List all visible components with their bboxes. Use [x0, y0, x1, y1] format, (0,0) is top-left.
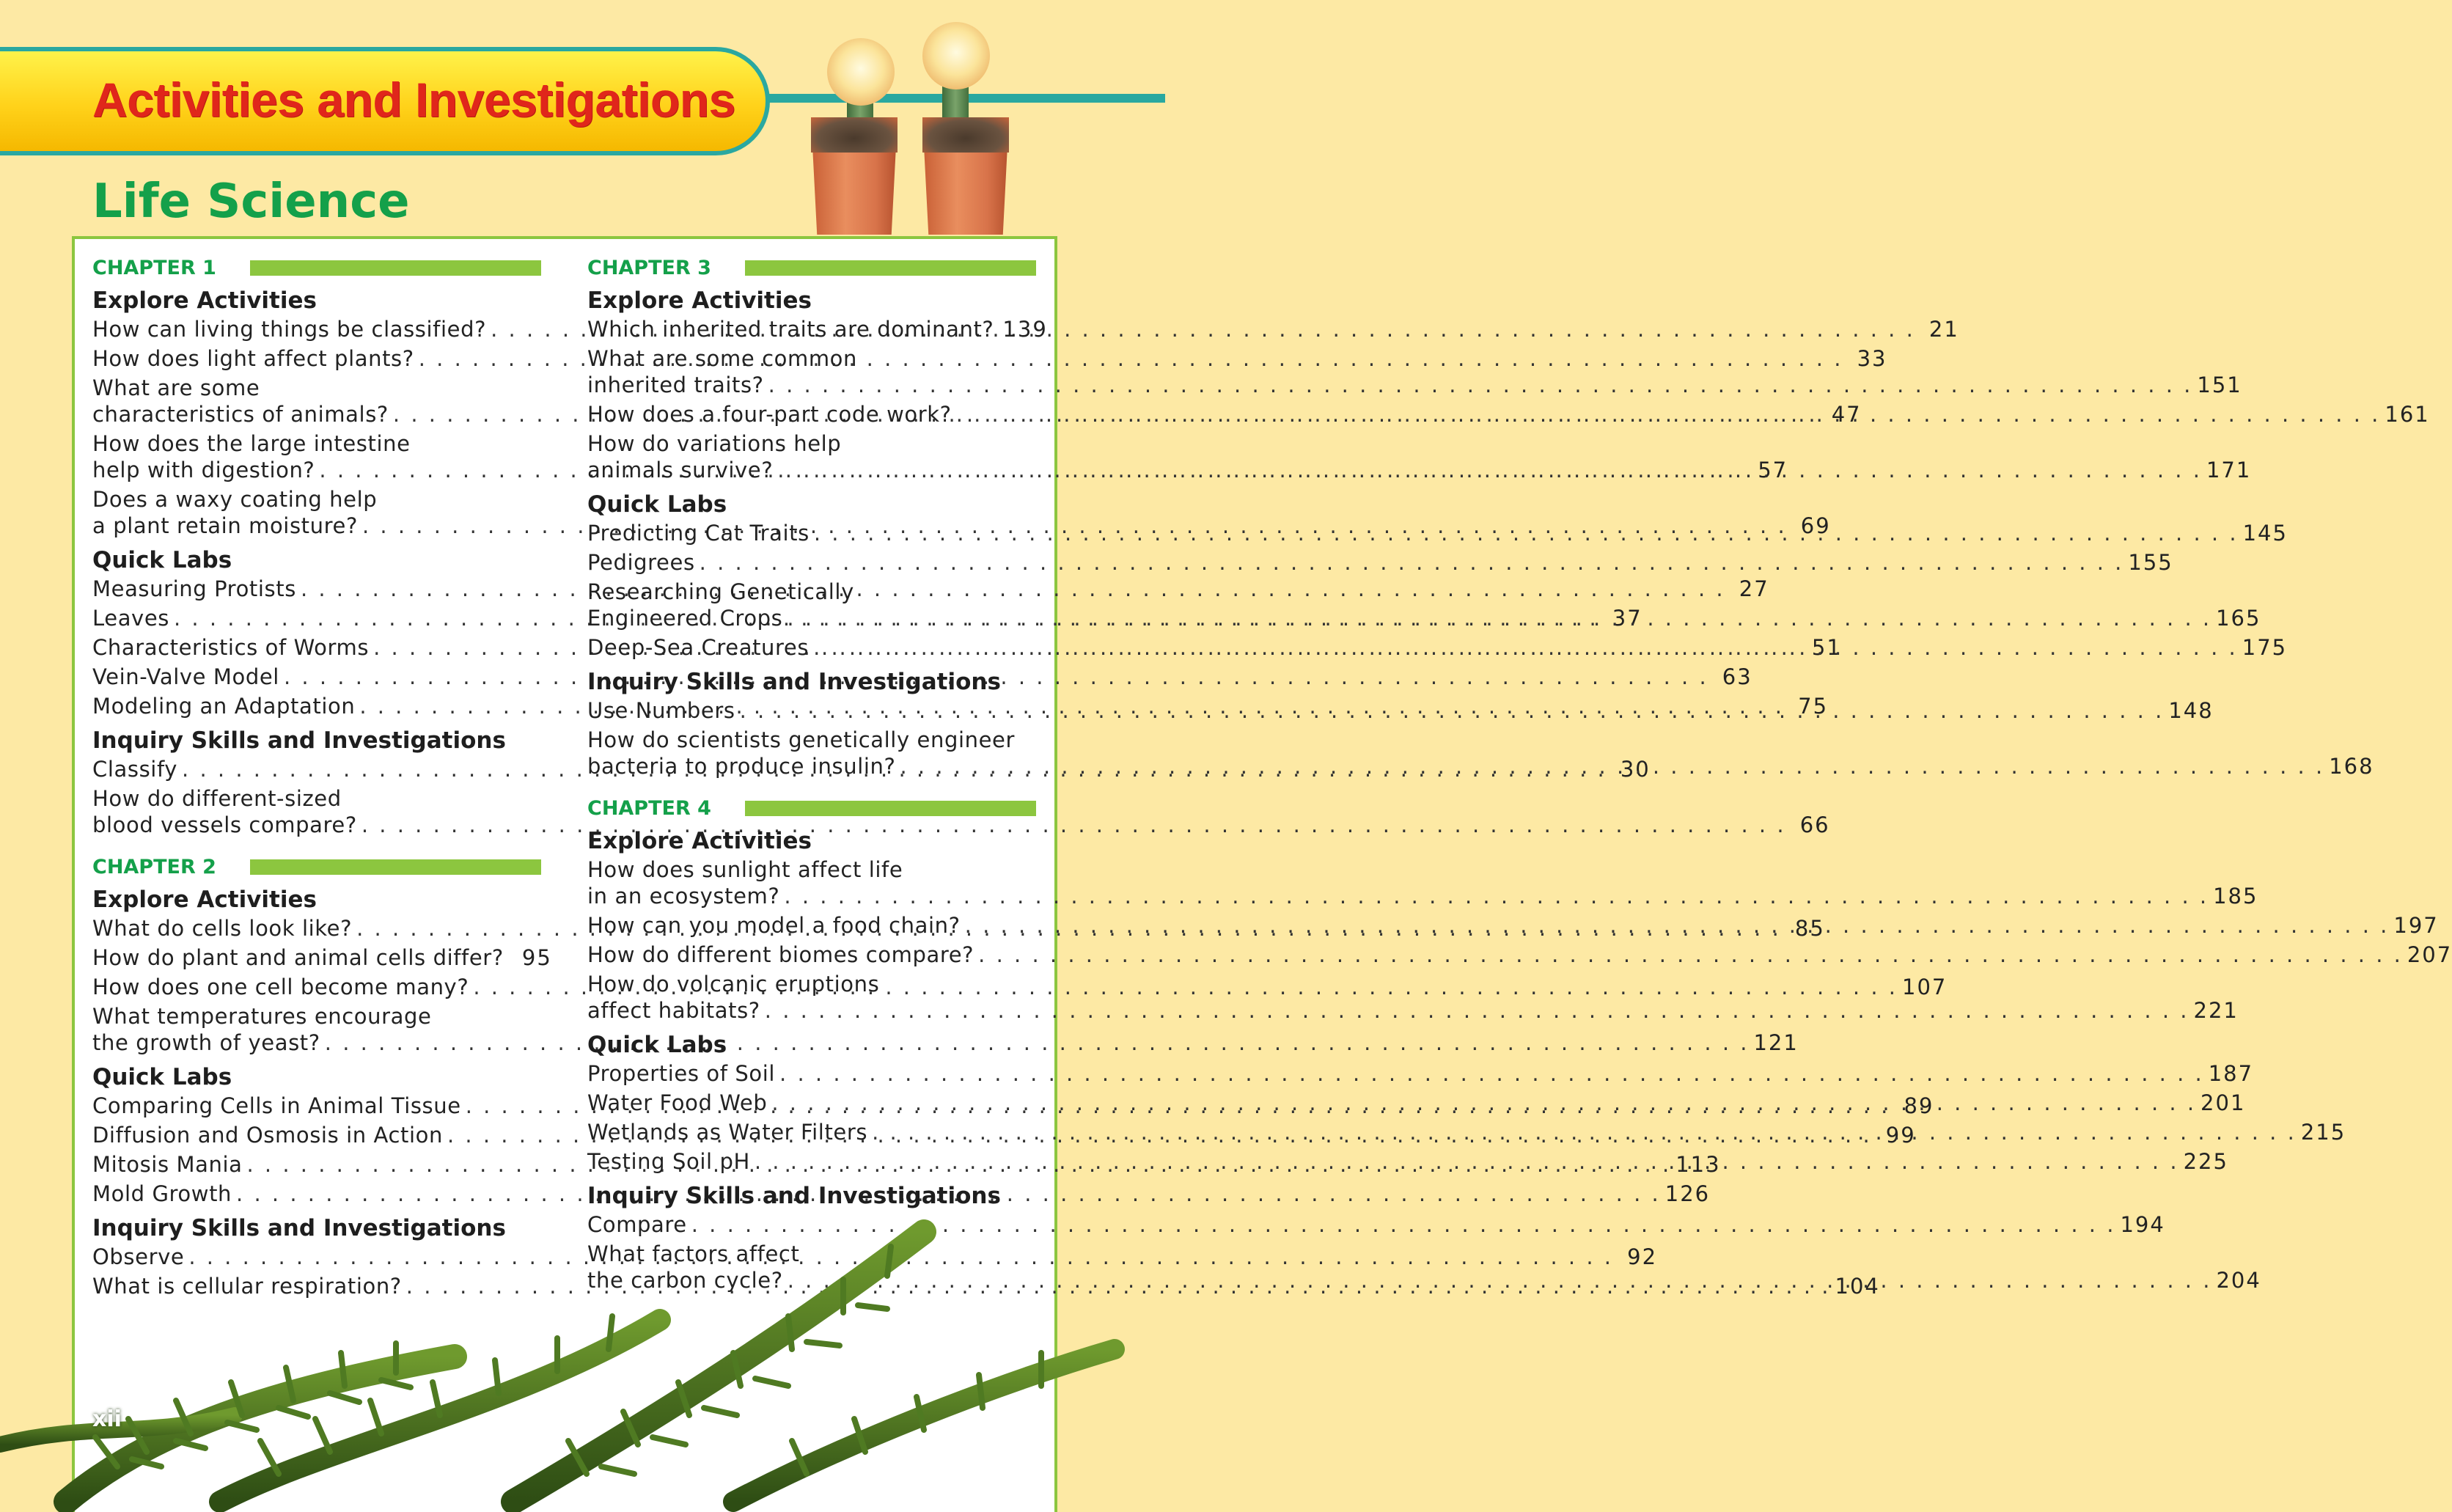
entry-title-line: How do different-sized	[92, 786, 342, 811]
entry-title-line: Engineered Crops	[587, 606, 783, 631]
group-heading: Quick Labs	[587, 1032, 727, 1058]
entry-title-line: blood vessels compare?	[92, 812, 357, 837]
section-title: Life Science	[92, 175, 410, 229]
entry-title-line: What are some	[92, 375, 260, 400]
chapter-header	[587, 257, 1036, 279]
dot-leader	[361, 812, 1786, 838]
dot-leader	[965, 912, 2390, 939]
entry-title-line: How can living things be classified?	[92, 317, 487, 342]
entry-title-line: What is cellular respiration?	[92, 1274, 402, 1299]
page-number-ref: 187	[2208, 1061, 2254, 1086]
dot-leader	[765, 997, 2189, 1024]
toc-entry[interactable]	[587, 856, 2258, 909]
dot-leader	[740, 697, 2165, 724]
dot-leader	[771, 1090, 2196, 1116]
page-number-ref: 161	[2385, 402, 2430, 427]
entry-title-line: How do volcanic eruptions	[587, 972, 880, 997]
entry-title-line: Mitosis Mania	[92, 1152, 243, 1177]
page-number-ref: 215	[2300, 1120, 2346, 1145]
entry-title-line: How do scientists genetically engineer	[587, 727, 1016, 752]
dot-leader	[813, 634, 2238, 661]
entry-title-line: Classify	[92, 757, 178, 782]
dot-leader	[777, 457, 2202, 483]
page-number-ref: 85	[1794, 916, 1825, 941]
page-number-ref: 139	[1002, 317, 1048, 342]
group-heading: Inquiry Skills and Investigations	[92, 1215, 506, 1241]
group-heading: Quick Labs	[92, 1064, 232, 1090]
entry-title-line: the carbon cycle?	[587, 1268, 783, 1293]
page-number-ref: 89	[1904, 1093, 1934, 1118]
entry-title-line: How does sunlight affect life	[587, 857, 903, 882]
page-number: xii	[92, 1406, 122, 1432]
page-number-ref: 165	[2216, 606, 2261, 631]
dot-leader	[956, 401, 2381, 427]
chapter-divider-bar	[250, 260, 541, 276]
group-heading: Explore Activities	[587, 287, 812, 314]
page-number-ref: 175	[2242, 635, 2288, 660]
toc-entry[interactable]	[92, 944, 552, 971]
entry-title-line: What factors affect	[587, 1241, 800, 1266]
page-number-ref: 66	[1799, 812, 1830, 837]
page-number-ref: 95	[521, 945, 552, 970]
page-number-ref: 201	[2200, 1090, 2246, 1115]
toc-entry[interactable]	[587, 549, 2173, 576]
entry-title-line: Measuring Protists	[92, 576, 296, 601]
dot-leader	[768, 372, 2193, 398]
chapter-divider-bar	[250, 859, 541, 875]
entry-title-line: Researching Genetically	[587, 579, 854, 604]
entry-title-line: help with digestion?	[92, 458, 315, 482]
dot-leader	[325, 1030, 1750, 1056]
entry-title-line: Mold Growth	[92, 1181, 232, 1206]
entry-title-line: What temperatures encourage	[92, 1004, 432, 1029]
page-number-ref: 51	[1811, 635, 1842, 660]
page-number-ref: 47	[1831, 402, 1862, 427]
entry-title-line: characteristics of animals?	[92, 402, 389, 427]
entry-title-line: Compare	[587, 1212, 687, 1237]
page-number-ref: 69	[1800, 513, 1831, 538]
entry-title-line: inherited traits?	[587, 373, 764, 397]
page-number-ref: 225	[2183, 1149, 2228, 1174]
entry-title-line: How does one cell become many?	[92, 975, 469, 999]
entry-title-line: Pedigrees	[587, 550, 695, 575]
group-heading: Quick Labs	[92, 547, 232, 573]
page-number-ref: 194	[2120, 1212, 2165, 1237]
chapter-header	[92, 257, 541, 279]
dot-leader	[755, 1148, 2179, 1175]
page-number-ref: 63	[1722, 664, 1752, 689]
entry-title-line: the growth of yeast?	[92, 1030, 320, 1055]
chapter-header	[587, 797, 1036, 820]
dot-leader	[978, 942, 2403, 968]
toc-entry[interactable]	[587, 942, 2452, 968]
page-number-ref: 126	[1664, 1181, 1711, 1206]
page-number-ref: 21	[1928, 317, 1959, 342]
entry-title-line: Which inherited traits are dominant?	[587, 317, 994, 342]
dot-leader	[787, 605, 2211, 631]
entry-title-line: animals survive?	[587, 458, 774, 482]
entry-title-line: Modeling an Adaptation	[92, 694, 356, 719]
group-heading: Inquiry Skills and Investigations	[587, 1183, 1001, 1209]
page-number-ref: 99	[1885, 1123, 1916, 1148]
entry-title-line: Use Numbers	[587, 698, 735, 723]
entry-title-line: Testing Soil pH	[587, 1149, 750, 1174]
page-number-ref: 113	[1675, 1152, 1721, 1177]
chapter-divider-bar	[745, 260, 1036, 276]
entry-title-line: Characteristics of Worms	[92, 635, 370, 660]
page-number-ref: 207	[2407, 942, 2452, 967]
entry-title-line: What are some common	[587, 346, 858, 371]
dot-leader	[872, 1119, 2297, 1145]
page-number-ref: 155	[2128, 550, 2173, 575]
entry-title-line: Wetlands as Water Filters	[587, 1120, 868, 1145]
entry-title-line: Properties of Soil	[587, 1061, 776, 1086]
entry-title-line: affect habitats?	[587, 998, 760, 1023]
entry-title-line: Water Food Web	[587, 1090, 768, 1115]
page-number-ref: 151	[2197, 373, 2242, 397]
dot-leader	[814, 520, 2239, 546]
page-number-ref: 37	[1612, 606, 1642, 631]
entry-title-line: Does a waxy coating help	[92, 487, 378, 512]
page-number-ref: 148	[2168, 698, 2214, 723]
page-number-ref: 168	[2329, 754, 2374, 779]
entry-title-line: bacteria to produce insulin?	[587, 754, 896, 779]
toc-entry[interactable]	[587, 1060, 2254, 1087]
toc-entry[interactable]	[587, 316, 1048, 342]
entry-title-line: Diffusion and Osmosis in Action	[92, 1123, 443, 1148]
page-number-ref: 221	[2193, 998, 2239, 1023]
entry-title-line: How does a four-part code work?	[587, 402, 952, 427]
chapter-divider-bar	[745, 801, 1036, 816]
page-number-ref: 75	[1798, 694, 1829, 719]
page-number-ref: 121	[1753, 1030, 1799, 1055]
entry-title-line: a plant retain moisture?	[92, 513, 358, 538]
entry-title-line: How do plant and animal cells differ?	[92, 945, 504, 970]
page-number-ref: 171	[2206, 458, 2252, 482]
entry-title-line: How do variations help	[587, 431, 842, 456]
page-number-ref: 107	[1902, 975, 1948, 999]
entry-title-line: What do cells look like?	[92, 916, 353, 941]
page-number-ref: 92	[1627, 1244, 1658, 1269]
page-number-ref: 104	[1835, 1274, 1880, 1299]
entry-title-line: Observe	[92, 1244, 185, 1269]
entry-title-line: How can you model a food chain?	[587, 913, 961, 938]
entry-title-line: Leaves	[92, 606, 169, 631]
group-heading: Explore Activities	[92, 887, 317, 913]
entry-title-line: How does light affect plants?	[92, 346, 414, 371]
page-number-ref: 30	[1620, 757, 1651, 782]
page-title: Activities and Investigations	[92, 73, 735, 127]
foliage-image	[0, 1203, 1165, 1502]
group-heading: Explore Activities	[92, 287, 317, 314]
page-number-ref: 145	[2242, 521, 2288, 546]
group-heading: Explore Activities	[587, 828, 812, 854]
entry-title-line: How do different biomes compare?	[587, 942, 974, 967]
chapter-label: CHAPTER 1	[92, 257, 216, 279]
chapter-label: CHAPTER 3	[587, 257, 711, 279]
chapter-label: CHAPTER 4	[587, 797, 711, 820]
entry-title-line: Vein-Valve Model	[92, 664, 279, 689]
chapter-header	[92, 856, 541, 878]
dot-leader	[700, 549, 2124, 576]
group-heading: Inquiry Skills and Investigations	[92, 727, 506, 754]
entry-title-line: in an ecosystem?	[587, 884, 780, 909]
page-number-ref: 204	[2216, 1268, 2261, 1293]
dot-leader	[900, 753, 2324, 779]
dot-leader	[779, 1060, 2204, 1087]
page-number-ref: 197	[2393, 913, 2439, 938]
page-number-ref: 185	[2213, 884, 2258, 909]
entry-title-line: Predicting Cat Traits	[587, 521, 810, 546]
entry-title-line: How does the large intestine	[92, 431, 411, 456]
group-heading: Quick Labs	[587, 491, 727, 518]
group-heading: Inquiry Skills and Investigations	[587, 669, 1001, 695]
chapter-label: CHAPTER 2	[92, 856, 216, 878]
entry-title-line: Deep-Sea Creatures	[587, 635, 810, 660]
dot-leader	[784, 883, 2209, 909]
page-number-ref: 27	[1739, 576, 1769, 601]
entry-title-line: Comparing Cells in Animal Tissue	[92, 1093, 461, 1118]
page-number-ref: 33	[1857, 346, 1887, 371]
page-number-ref: 57	[1758, 458, 1788, 482]
